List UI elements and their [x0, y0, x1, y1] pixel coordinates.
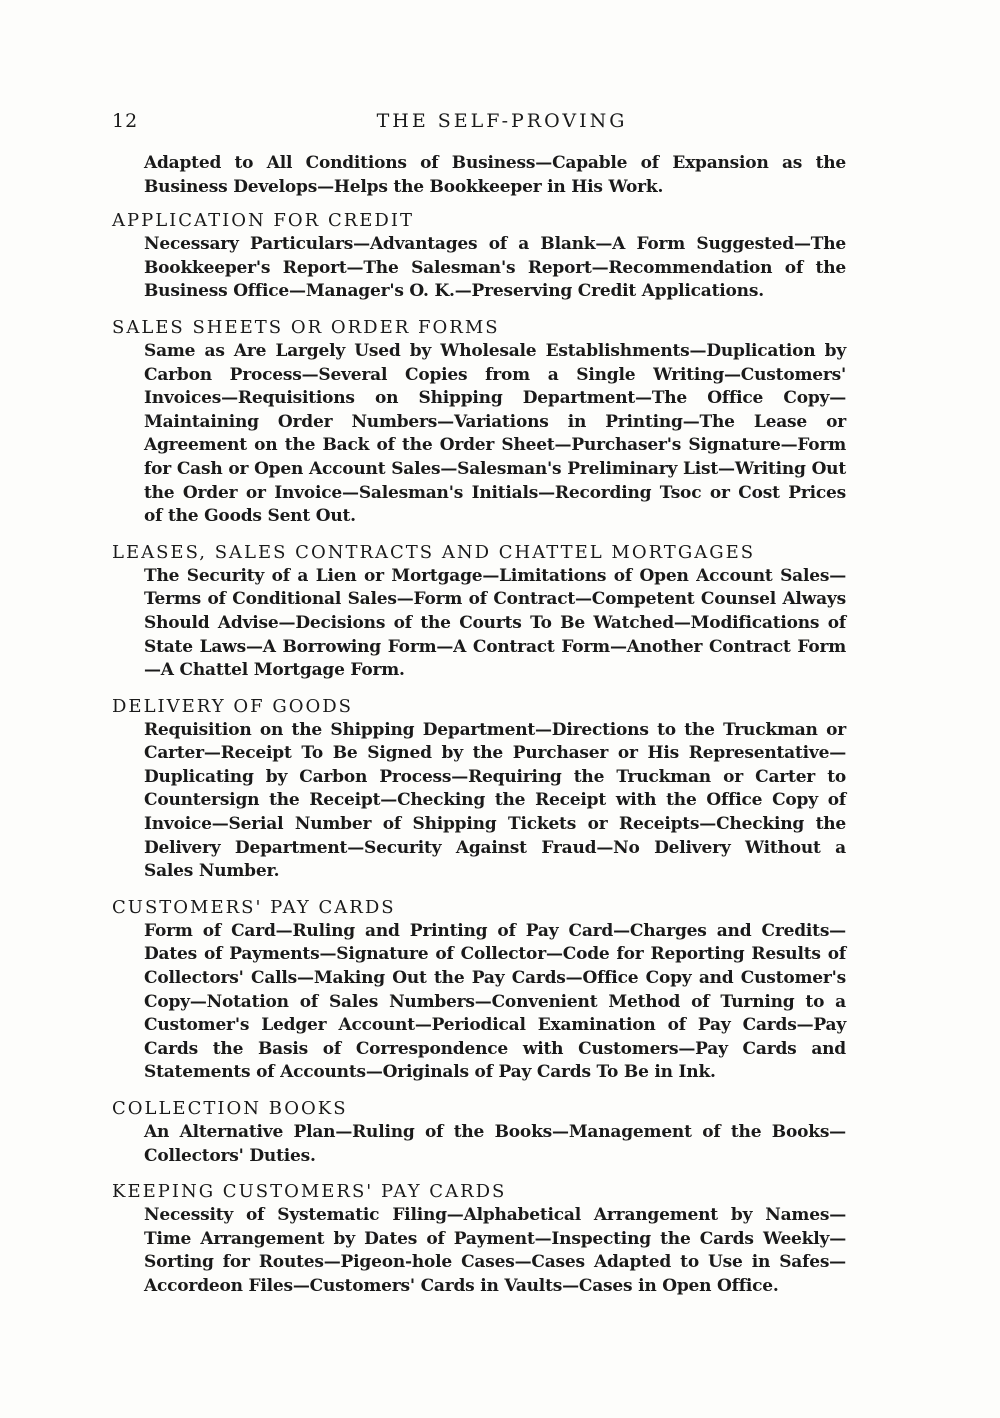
section-heading: LEASES, SALES CONTRACTS AND CHATTEL MORTGAGES — [112, 541, 756, 563]
running-head — [112, 110, 892, 140]
section-body: Requisition on the Shipping Department—Directions to the Truckman or Carter—Receipt To Be Signed by the Purchaser or His Representative—Duplicating by Carbon Process—Requiring the Truckman or Carter to Countersign the Receipt—Checking the Receipt with the Office Copy of Invoice—Serial Number of Shipping Tickets or Receipts—Checking the Delivery Department—Security Against Fraud—No Delivery Without a Sales Number. — [144, 719, 846, 882]
section-heading: DELIVERY OF GOODS — [112, 695, 353, 717]
page-number: 12 — [112, 110, 139, 132]
section-application-for-credit — [112, 209, 846, 304]
section-body: The Security of a Lien or Mortgage—Limitations of Open Account Sales—Terms of Conditional Sales—Form of Contract—Competent Counsel Always Should Advise—Decisions of the Courts To Be Watched—Modifications of State Laws—A Borrowing Form—A Contract Form—Another Contract Form—A Chattel Mortgage Form. — [144, 565, 846, 681]
section-leases-contracts — [112, 541, 846, 683]
continuation-paragraph: Adapted to All Conditions of Business—Capable of Expansion as the Business Develops—Helps the Bookkeeper in His Work. — [144, 153, 846, 197]
section-customers-pay-cards — [112, 896, 846, 1085]
section-collection-books — [112, 1097, 846, 1168]
section-body: Necessity of Systematic Filing—Alphabetical Arrangement by Names—Time Arrangement by Dates of Payment—Inspecting the Cards Weekly—Sorting for Routes—Pigeon-hole Cases—Cases Adapted to Use in Safes—Accordeon Files—Customers' Cards in Vaults—Cases in Open Office. — [144, 1205, 846, 1296]
section-sales-sheets — [112, 316, 846, 529]
section-heading: COLLECTION BOOKS — [112, 1098, 348, 1119]
section-body: Form of Card—Ruling and Printing of Pay Card—Charges and Credits—Dates of Payments—Signature of Collector—Code for Reporting Results of Collectors' Calls—Making Out the Pay Cards—Office Copy and Customer's Copy—Notation of Sales Numbers—Convenient Method of Turning to a Customer's Ledger Account—Periodical Examination of Pay Cards—Pay Cards the Basis of Correspondence with Customers—Pay Cards and Statements of Accounts—Originals of Pay Cards To Be in Ink. — [144, 920, 846, 1083]
section-delivery-of-goods — [112, 695, 846, 884]
section-body: Necessary Particulars—Advantages of a Blank—A Form Suggested—The Bookkeeper's Report—The Salesman's Report—Recommendation of the Business Office—Manager's O. K.—Preserving Credit Applications. — [144, 234, 846, 302]
table-of-contents — [112, 152, 846, 1311]
section-heading: SALES SHEETS OR ORDER FORMS — [112, 316, 500, 338]
section-body: An Alternative Plan—Ruling of the Books—Management of the Books—Collectors' Duties. — [144, 1122, 846, 1166]
section-body: Same as Are Largely Used by Wholesale Establishments—Duplication by Carbon Process—Several Copies from a Single Writing—Customers' Invoices—Requisitions on Shipping Department—The Office Copy—Maintaining Order Numbers—Variations in Printing—The Lease or Agreement on the Back of the Order Sheet—Purchaser's Signature—Form for Cash or Open Account Sales—Salesman's Preliminary List—Writing Out the Order or Invoice—Salesman's Initials—Recording Tsoc or Cost Prices of the Goods Sent Out. — [144, 340, 846, 527]
running-title: THE SELF-PROVING — [376, 110, 628, 132]
section-heading: KEEPING CUSTOMERS' PAY CARDS — [112, 1181, 507, 1203]
section-heading: APPLICATION FOR CREDIT — [112, 210, 414, 232]
section-keeping-pay-cards — [112, 1180, 846, 1298]
section-heading: CUSTOMERS' PAY CARDS — [112, 896, 396, 918]
